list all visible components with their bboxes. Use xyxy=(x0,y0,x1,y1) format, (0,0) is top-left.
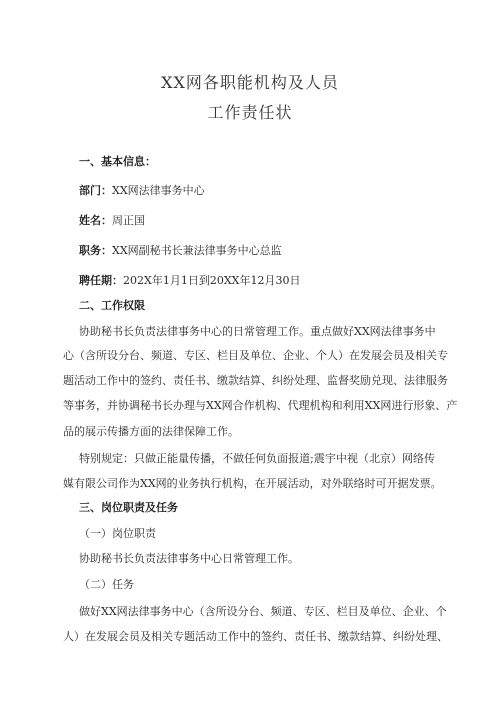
department-value: XX网法律事务中心 xyxy=(112,184,205,197)
department-row xyxy=(79,182,205,198)
section3-para-line: 做好XX网法律事务中心（含所设分台、频道、专区、栏目及单位、企业、个 xyxy=(79,605,447,618)
section3-sub1-text: 协助秘书长负责法律事务中心日常管理工作。 xyxy=(79,552,299,565)
document-title-line1: XX网各职能机构及人员 xyxy=(161,73,339,92)
section3-para-line: 人）在发展会员及相关专题活动工作中的签约、责任书、缴款结算、纠纷处理、 xyxy=(63,630,448,643)
position-row xyxy=(79,242,282,258)
name-label: 姓名： xyxy=(79,214,112,227)
department-label: 部门： xyxy=(79,184,112,197)
section3-heading: 三、岗位职责及任务 xyxy=(79,501,178,514)
name-row xyxy=(79,212,145,228)
section2-para1-line: 协助秘书长负责法律事务中心的日常管理工作。重点做好XX网法律事务中 xyxy=(79,325,436,338)
section2-para1-line: 题活动工作中的签约、责任书、缴款结算、纠纷处理、监督奖励兑现、法律服务 xyxy=(63,374,448,387)
section3-sub2: （二）任务 xyxy=(79,578,134,591)
section2-para1-line: 品的展示传播方面的法律保障工作。 xyxy=(63,425,239,438)
section1-heading: 一、基本信息： xyxy=(79,155,156,168)
term-value: 202X年1月1日到20XX年12月30日 xyxy=(123,274,301,287)
section2-para2-line: 特别规定：只做正能量传播，不做任何负面报道;震宇中视（北京）网络传 xyxy=(79,452,435,465)
term-row xyxy=(79,272,300,288)
section2-para1-line: 等事务，并协调秘书长办理与XX网合作机构、代理机构和利用XX网进行形象、产 xyxy=(63,399,458,412)
document-title-line2: 工作责任状 xyxy=(207,103,293,122)
position-value: XX网副秘书长兼法律事务中心总监 xyxy=(112,244,282,257)
section2-para2-line: 媒有限公司作为XX网的业务执行机构，在开展活动，对外联络时可开据发票。 xyxy=(63,477,442,490)
section2-heading: 二、工作权限 xyxy=(79,299,145,312)
section2-para1-line: 心（含所设分台、频道、专区、栏目及单位、企业、个人）在发展会员及相关专 xyxy=(63,349,448,362)
term-label: 聘任期： xyxy=(79,274,123,287)
name-value: 周正国 xyxy=(112,214,145,227)
section3-sub1: （一）岗位职责 xyxy=(79,527,156,540)
position-label: 职务： xyxy=(79,244,112,257)
